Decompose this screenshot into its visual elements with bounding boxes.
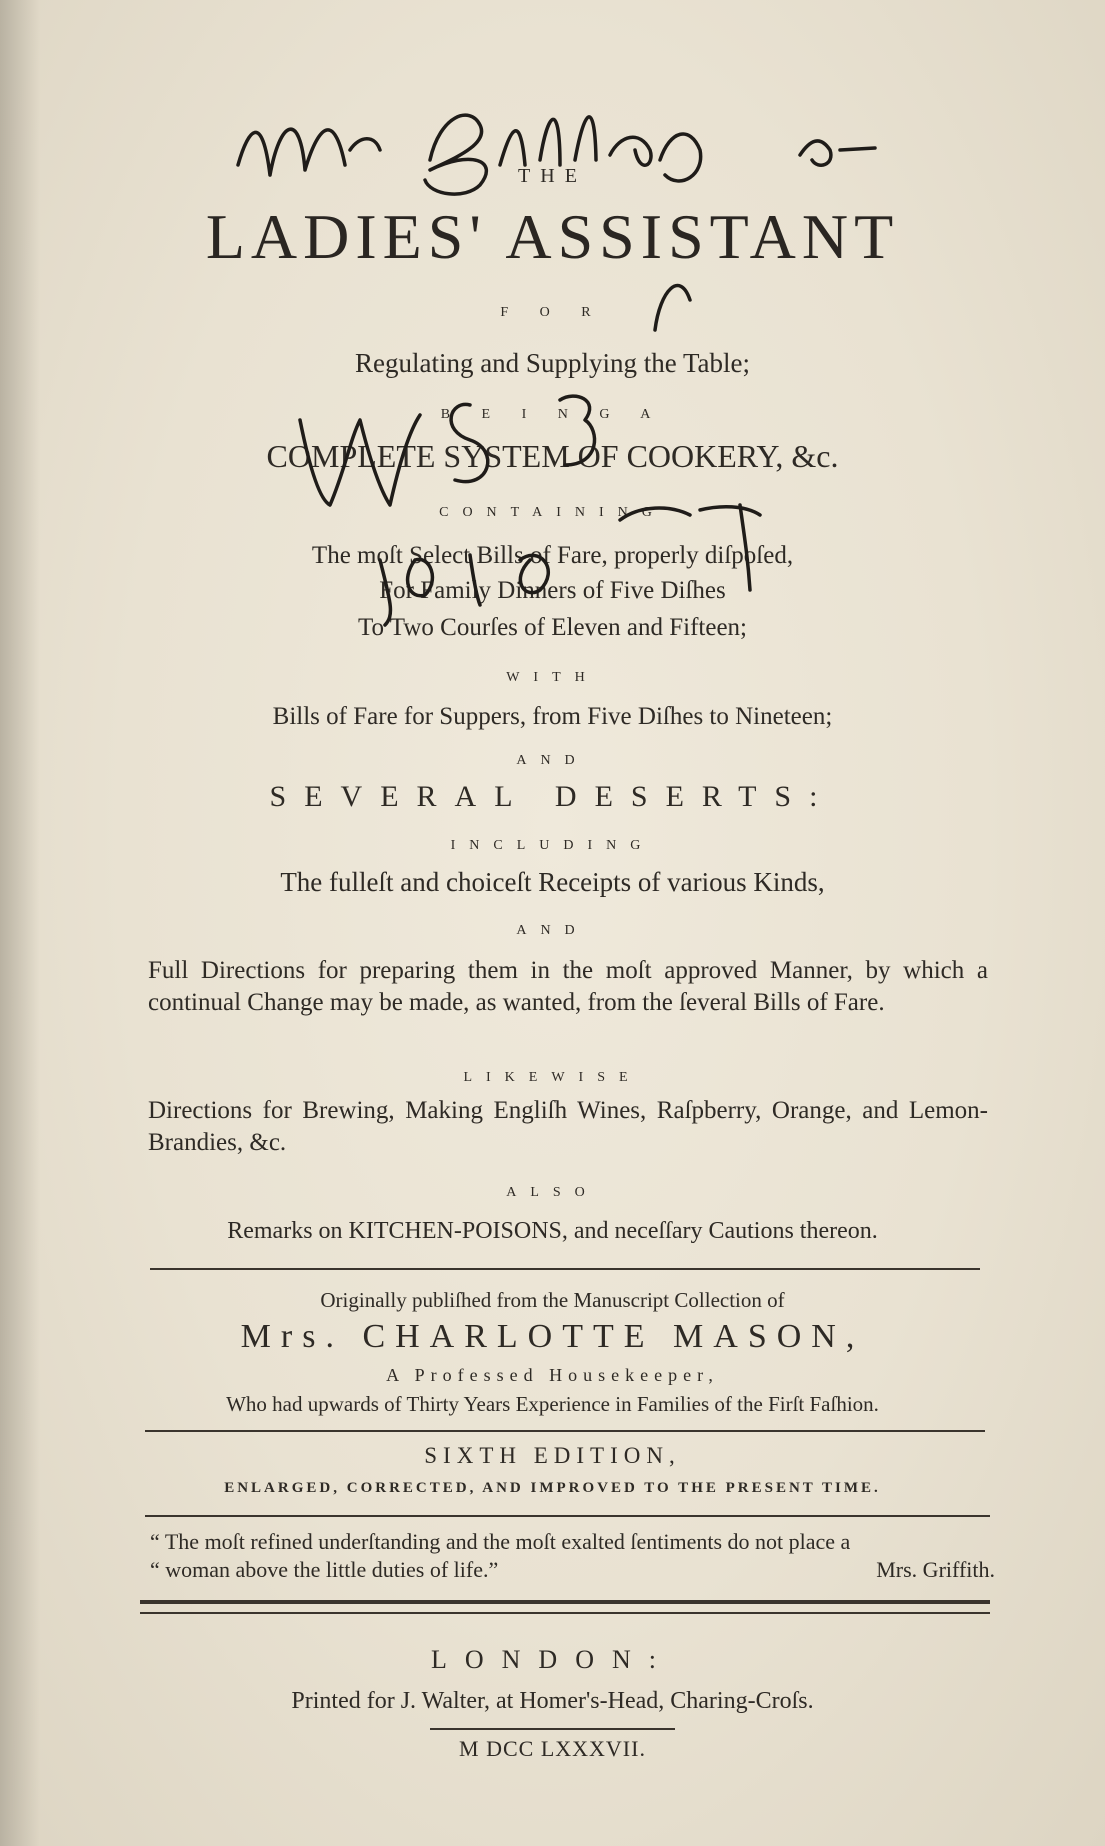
for-label: F O R xyxy=(500,305,605,320)
subtitle-regulating: Regulating and Supplying the Table; xyxy=(354,348,751,378)
rule-date xyxy=(430,1728,675,1730)
line-remarks: Remarks on KITCHEN-POISONS, and neceſſary Cautions thereon. xyxy=(227,1218,878,1244)
edition: SIXTH EDITION, xyxy=(424,1443,681,1468)
several-deserts: SEVERAL DESERTS: xyxy=(269,780,836,813)
rule-2 xyxy=(145,1430,985,1432)
line-family-dinners: For Family Dinners of Five Diſhes xyxy=(379,577,726,604)
paragraph-brewing: Directions for Brewing, Making Engliſh Wines, Raſpberry, Orange, and Lemon-Brandies, &c. xyxy=(148,1097,988,1156)
imprint-date: M DCC LXXXVII. xyxy=(459,1736,646,1761)
line-fullest-receipts: The fulleſt and choiceſt Receipts of various Kinds, xyxy=(280,867,825,897)
author-profession: A Professed Housekeeper, xyxy=(386,1365,719,1385)
signature-jr-stroke xyxy=(800,141,875,165)
line-two-courses: To Two Courſes of Eleven and Fifteen; xyxy=(357,614,747,641)
rule-5 xyxy=(140,1612,990,1614)
being-label: B E I N G A xyxy=(440,407,665,422)
containing-label: CONTAINING xyxy=(439,505,666,520)
rule-3 xyxy=(145,1515,990,1517)
line-bills-suppers: Bills of Fare for Suppers, from Five Diſhes to Nineteen; xyxy=(272,703,833,730)
epigraph-text-1: “ The moſt refined underſtanding and the moſt exalted ſentiments do not place a xyxy=(150,1529,851,1554)
rule-1 xyxy=(150,1268,980,1270)
paragraph-full-directions: Full Directions for preparing them in the moſt approved Manner, by which a continual Change may be made, as wanted, from the ſeveral Bills of Fare. xyxy=(148,957,988,1016)
rule-4-thick xyxy=(140,1600,990,1604)
and-label-1: AND xyxy=(516,753,589,768)
book-title: LADIES' ASSISTANT xyxy=(205,201,900,272)
edition-note: ENLARGED, CORRECTED, AND IMPROVED TO THE PRESENT TIME. xyxy=(224,1480,881,1496)
epigraph-line-1 xyxy=(150,1528,995,1556)
including-label: INCLUDING xyxy=(450,838,655,853)
epigraph-attribution: Mrs. Griffith. xyxy=(876,1557,995,1582)
epigraph-text-2: “ woman above the little duties of life.” xyxy=(150,1557,499,1582)
signature-ill-stroke xyxy=(500,117,596,165)
author-name: Mrs. CHARLOTTE MASON, xyxy=(240,1318,865,1355)
with-label: WITH xyxy=(506,670,599,685)
epigraph-line-2 xyxy=(150,1556,995,1584)
and-label-2: AND xyxy=(516,923,589,938)
imprint-city: LONDON: xyxy=(431,1645,674,1674)
imprint-printer: Printed for J. Walter, at Homer's-Head, Charing-Croſs. xyxy=(291,1688,814,1714)
subtitle-complete-system: COMPLETE SYSTEM OF COOKERY, &c. xyxy=(266,438,839,474)
line-originally-published: Originally publiſhed from the Manuscript Collection of xyxy=(320,1288,785,1312)
likewise-label: LIKEWISE xyxy=(463,1070,642,1085)
line-most-select: The moſt Select Bills of Fare, properly diſpoſed, xyxy=(311,542,794,569)
title-article: THE xyxy=(518,165,587,187)
line-experience: Who had upwards of Thirty Years Experience in Families of the Firſt Faſhion. xyxy=(226,1392,879,1416)
also-label: ALSO xyxy=(506,1185,599,1200)
